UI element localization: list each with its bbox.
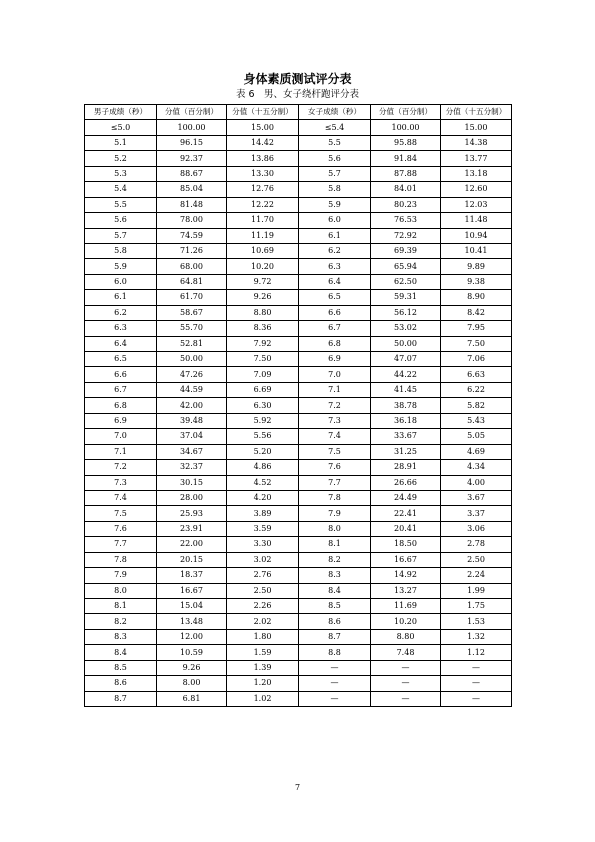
male-score-15-cell: 4.86 [227, 460, 299, 475]
table-row [85, 197, 512, 212]
female-time-cell: 8.2 [299, 552, 371, 567]
male-score-100-cell: 12.00 [157, 629, 227, 644]
female-score-100-cell: 69.39 [371, 243, 441, 258]
male-time-cell: 5.8 [85, 243, 157, 258]
female-score-15-cell: 1.53 [441, 614, 512, 629]
female-score-100-cell: 26.66 [371, 475, 441, 490]
male-score-100-cell: 78.00 [157, 213, 227, 228]
female-score-15-cell: 14.38 [441, 135, 512, 150]
male-time-cell: 7.7 [85, 537, 157, 552]
male-score-15-cell: 4.52 [227, 475, 299, 490]
female-score-15-cell: — [441, 676, 512, 691]
male-score-15-cell: 5.92 [227, 413, 299, 428]
male-score-100-cell: 20.15 [157, 552, 227, 567]
female-time-cell: 7.0 [299, 367, 371, 382]
male-time-cell: 7.1 [85, 444, 157, 459]
male-score-15-cell: 12.22 [227, 197, 299, 212]
male-score-100-cell: 52.81 [157, 336, 227, 351]
female-score-100-cell: 11.69 [371, 599, 441, 614]
female-score-100-cell: 76.53 [371, 213, 441, 228]
male-score-100-cell: 32.37 [157, 460, 227, 475]
male-score-15-cell: 7.50 [227, 352, 299, 367]
male-score-100-cell: 85.04 [157, 182, 227, 197]
table-row [85, 444, 512, 459]
male-score-15-cell: 1.20 [227, 676, 299, 691]
male-time-cell: 5.7 [85, 228, 157, 243]
female-score-100-cell: 22.41 [371, 506, 441, 521]
male-time-cell: 8.2 [85, 614, 157, 629]
male-score-100-cell: 74.59 [157, 228, 227, 243]
male-score-100-cell: 15.04 [157, 599, 227, 614]
female-score-15-cell: 3.06 [441, 521, 512, 536]
table-row [85, 182, 512, 197]
female-score-100-cell: 91.84 [371, 151, 441, 166]
female-score-100-cell: 28.91 [371, 460, 441, 475]
table-row [85, 475, 512, 490]
table-row [85, 429, 512, 444]
table-row [85, 614, 512, 629]
male-time-cell: 6.2 [85, 305, 157, 320]
female-score-100-cell: 87.88 [371, 166, 441, 181]
male-score-15-cell: 2.26 [227, 599, 299, 614]
female-score-15-cell: 10.94 [441, 228, 512, 243]
male-score-15-cell: 3.02 [227, 552, 299, 567]
male-score-100-cell: 23.91 [157, 521, 227, 536]
female-time-cell: 8.0 [299, 521, 371, 536]
table-row [85, 135, 512, 150]
male-score-100-cell: 28.00 [157, 490, 227, 505]
male-time-cell: 7.0 [85, 429, 157, 444]
male-time-cell: 6.5 [85, 352, 157, 367]
female-score-100-cell: 36.18 [371, 413, 441, 428]
female-time-cell: 7.4 [299, 429, 371, 444]
female-score-100-cell: 44.22 [371, 367, 441, 382]
male-time-cell: 7.4 [85, 490, 157, 505]
female-time-cell: 6.8 [299, 336, 371, 351]
female-time-cell: 6.9 [299, 352, 371, 367]
male-score-100-cell: 58.67 [157, 305, 227, 320]
male-time-cell: 8.6 [85, 676, 157, 691]
female-score-15-cell: 10.41 [441, 243, 512, 258]
male-score-100-cell: 61.70 [157, 290, 227, 305]
male-score-15-cell: 6.69 [227, 382, 299, 397]
male-score-15-cell: 2.50 [227, 583, 299, 598]
male-score-15-cell: 7.92 [227, 336, 299, 351]
male-score-100-cell: 55.70 [157, 321, 227, 336]
male-score-15-cell: 1.02 [227, 691, 299, 706]
male-time-cell: 8.3 [85, 629, 157, 644]
male-score-100-cell: 88.67 [157, 166, 227, 181]
female-score-15-cell: 6.63 [441, 367, 512, 382]
male-time-cell: 7.8 [85, 552, 157, 567]
female-time-cell: 6.1 [299, 228, 371, 243]
table-row [85, 398, 512, 413]
female-time-cell: 7.7 [299, 475, 371, 490]
male-score-15-cell: 8.80 [227, 305, 299, 320]
male-time-cell: 6.0 [85, 274, 157, 289]
male-score-100-cell: 42.00 [157, 398, 227, 413]
female-score-100-cell: — [371, 660, 441, 675]
male-score-100-cell: 37.04 [157, 429, 227, 444]
male-score-100-cell: 47.26 [157, 367, 227, 382]
male-time-cell: 5.3 [85, 166, 157, 181]
table-row [85, 552, 512, 567]
female-score-15-cell: 1.32 [441, 629, 512, 644]
male-score-100-cell: 25.93 [157, 506, 227, 521]
female-score-15-cell: 9.89 [441, 259, 512, 274]
female-score-15-cell: 6.22 [441, 382, 512, 397]
male-score-100-cell: 13.48 [157, 614, 227, 629]
table-row [85, 568, 512, 583]
male-time-cell: 6.1 [85, 290, 157, 305]
male-score-100-cell: 39.48 [157, 413, 227, 428]
table-row [85, 336, 512, 351]
female-score-15-cell: 12.03 [441, 197, 512, 212]
male-time-cell: 7.5 [85, 506, 157, 521]
female-score-15-cell: 7.95 [441, 321, 512, 336]
male-score-15-cell: 1.80 [227, 629, 299, 644]
female-score-15-cell: 3.67 [441, 490, 512, 505]
female-score-100-cell: 62.50 [371, 274, 441, 289]
male-score-15-cell: 3.30 [227, 537, 299, 552]
table-row [85, 120, 512, 135]
male-score-100-cell: 34.67 [157, 444, 227, 459]
female-score-100-cell: 100.00 [371, 120, 441, 135]
female-time-cell: 7.8 [299, 490, 371, 505]
table-caption: 表 6 男、女子绕杆跑评分表 [235, 89, 360, 100]
male-time-cell: 6.4 [85, 336, 157, 351]
female-score-15-cell: 8.42 [441, 305, 512, 320]
male-score-100-cell: 92.37 [157, 151, 227, 166]
female-time-cell: — [299, 691, 371, 706]
male-time-cell: 5.5 [85, 197, 157, 212]
female-score-15-cell: 7.06 [441, 352, 512, 367]
table-row [85, 321, 512, 336]
female-score-15-cell: 2.50 [441, 552, 512, 567]
female-score-100-cell: 65.94 [371, 259, 441, 274]
male-score-15-cell: 6.30 [227, 398, 299, 413]
female-score-15-cell: 7.50 [441, 336, 512, 351]
male-score-15-cell: 11.70 [227, 213, 299, 228]
table-row [85, 259, 512, 274]
female-score-100-cell: 8.80 [371, 629, 441, 644]
male-time-cell: 8.4 [85, 645, 157, 660]
male-score-15-cell: 3.89 [227, 506, 299, 521]
female-score-15-cell: 3.37 [441, 506, 512, 521]
male-score-15-cell: 5.20 [227, 444, 299, 459]
male-score-15-cell: 11.19 [227, 228, 299, 243]
table-row [85, 537, 512, 552]
table-row [85, 290, 512, 305]
male-time-cell: 5.1 [85, 135, 157, 150]
male-time-cell: 5.2 [85, 151, 157, 166]
male-time-cell: 5.9 [85, 259, 157, 274]
male-score-15-cell: 7.09 [227, 367, 299, 382]
female-time-cell: — [299, 660, 371, 675]
female-score-15-cell: — [441, 691, 512, 706]
table-row [85, 352, 512, 367]
female-score-100-cell: 56.12 [371, 305, 441, 320]
male-time-cell: 5.6 [85, 213, 157, 228]
male-score-15-cell: 9.72 [227, 274, 299, 289]
header-row [85, 105, 512, 120]
male-score-100-cell: 22.00 [157, 537, 227, 552]
female-score-15-cell: 11.48 [441, 213, 512, 228]
male-score-15-cell: 13.86 [227, 151, 299, 166]
table-row [85, 599, 512, 614]
female-score-15-cell: 4.00 [441, 475, 512, 490]
male-time-cell: 6.9 [85, 413, 157, 428]
female-time-cell: 6.3 [299, 259, 371, 274]
female-score-100-cell: 38.78 [371, 398, 441, 413]
female-time-cell: 6.4 [299, 274, 371, 289]
female-score-100-cell: 33.67 [371, 429, 441, 444]
female-time-cell: 7.5 [299, 444, 371, 459]
female-time-cell: 5.8 [299, 182, 371, 197]
page-title: 身体素质测试评分表 [243, 72, 352, 86]
female-score-100-cell: 14.92 [371, 568, 441, 583]
table-row [85, 305, 512, 320]
female-time-cell: 7.9 [299, 506, 371, 521]
table-row [85, 413, 512, 428]
female-score-15-cell: 5.05 [441, 429, 512, 444]
scoring-table [84, 104, 512, 707]
female-score-100-cell: 41.45 [371, 382, 441, 397]
male-time-cell: 8.7 [85, 691, 157, 706]
female-time-cell: 7.1 [299, 382, 371, 397]
male-score-100-cell: 18.37 [157, 568, 227, 583]
male-time-cell: 7.2 [85, 460, 157, 475]
female-time-cell: 5.5 [299, 135, 371, 150]
male-score-15-header: 分值（十五分制） [227, 105, 299, 120]
male-score-100-cell: 6.81 [157, 691, 227, 706]
male-time-cell: 6.6 [85, 367, 157, 382]
male-score-15-cell: 1.59 [227, 645, 299, 660]
female-score-15-cell: 1.12 [441, 645, 512, 660]
male-score-15-cell: 4.20 [227, 490, 299, 505]
female-score-15-cell: 8.90 [441, 290, 512, 305]
male-score-15-cell: 13.30 [227, 166, 299, 181]
female-score-15-cell: 15.00 [441, 120, 512, 135]
table-row [85, 660, 512, 675]
female-time-cell: 7.2 [299, 398, 371, 413]
male-score-100-cell: 64.81 [157, 274, 227, 289]
female-time-cell: 8.6 [299, 614, 371, 629]
male-time-cell: 8.5 [85, 660, 157, 675]
female-time-cell: 8.4 [299, 583, 371, 598]
female-score-15-cell: 2.24 [441, 568, 512, 583]
female-score-15-cell: 13.18 [441, 166, 512, 181]
female-time-cell: 6.7 [299, 321, 371, 336]
male-time-cell: 7.9 [85, 568, 157, 583]
female-time-cell: 6.5 [299, 290, 371, 305]
female-score-100-cell: 72.92 [371, 228, 441, 243]
female-score-15-header: 分值（十五分制） [441, 105, 512, 120]
male-time-cell: 8.0 [85, 583, 157, 598]
female-time-cell: 5.7 [299, 166, 371, 181]
male-score-100-cell: 16.67 [157, 583, 227, 598]
male-score-15-cell: 5.56 [227, 429, 299, 444]
female-time-header: 女子成绩（秒） [299, 105, 371, 120]
male-score-15-cell: 9.26 [227, 290, 299, 305]
male-score-100-cell: 96.15 [157, 135, 227, 150]
male-score-100-cell: 100.00 [157, 120, 227, 135]
female-time-cell: — [299, 676, 371, 691]
male-time-cell: 6.3 [85, 321, 157, 336]
male-time-cell: 5.4 [85, 182, 157, 197]
female-score-15-cell: 1.75 [441, 599, 512, 614]
male-time-cell: ≤5.0 [85, 120, 157, 135]
female-score-100-cell: 47.07 [371, 352, 441, 367]
female-score-15-cell: 4.34 [441, 460, 512, 475]
male-score-100-cell: 9.26 [157, 660, 227, 675]
female-time-cell: 6.2 [299, 243, 371, 258]
female-time-cell: 8.1 [299, 537, 371, 552]
female-score-100-header: 分值（百分制） [371, 105, 441, 120]
male-score-100-cell: 71.26 [157, 243, 227, 258]
male-score-100-cell: 68.00 [157, 259, 227, 274]
male-score-15-cell: 15.00 [227, 120, 299, 135]
female-score-100-cell: 95.88 [371, 135, 441, 150]
male-score-100-header: 分值（百分制） [157, 105, 227, 120]
female-score-100-cell: 50.00 [371, 336, 441, 351]
table-row [85, 676, 512, 691]
table-row [85, 583, 512, 598]
table-row [85, 213, 512, 228]
female-score-100-cell: 53.02 [371, 321, 441, 336]
female-time-cell: ≤5.4 [299, 120, 371, 135]
female-score-100-cell: 7.48 [371, 645, 441, 660]
male-score-100-cell: 30.15 [157, 475, 227, 490]
male-time-cell: 6.7 [85, 382, 157, 397]
table-row [85, 228, 512, 243]
male-time-cell: 7.3 [85, 475, 157, 490]
table-row [85, 506, 512, 521]
female-score-15-cell: 13.77 [441, 151, 512, 166]
female-score-100-cell: 16.67 [371, 552, 441, 567]
table-header [85, 105, 512, 120]
male-score-15-cell: 10.20 [227, 259, 299, 274]
male-score-100-cell: 81.48 [157, 197, 227, 212]
male-score-15-cell: 3.59 [227, 521, 299, 536]
table-row [85, 521, 512, 536]
table-row [85, 151, 512, 166]
male-time-header: 男子成绩（秒） [85, 105, 157, 120]
male-score-100-cell: 50.00 [157, 352, 227, 367]
female-score-100-cell: 80.23 [371, 197, 441, 212]
table-row [85, 166, 512, 181]
male-score-15-cell: 14.42 [227, 135, 299, 150]
female-score-100-cell: 59.31 [371, 290, 441, 305]
female-time-cell: 5.9 [299, 197, 371, 212]
male-score-15-cell: 8.36 [227, 321, 299, 336]
female-score-100-cell: — [371, 676, 441, 691]
female-time-cell: 8.7 [299, 629, 371, 644]
female-score-15-cell: — [441, 660, 512, 675]
page-number: 7 [294, 783, 301, 792]
male-score-100-cell: 8.00 [157, 676, 227, 691]
male-time-cell: 8.1 [85, 599, 157, 614]
table-row [85, 367, 512, 382]
table-row [85, 629, 512, 644]
female-time-cell: 7.3 [299, 413, 371, 428]
male-score-15-cell: 2.02 [227, 614, 299, 629]
female-score-100-cell: 20.41 [371, 521, 441, 536]
female-score-15-cell: 1.99 [441, 583, 512, 598]
male-score-100-cell: 10.59 [157, 645, 227, 660]
female-score-15-cell: 9.38 [441, 274, 512, 289]
male-score-15-cell: 10.69 [227, 243, 299, 258]
female-score-100-cell: 84.01 [371, 182, 441, 197]
female-time-cell: 8.8 [299, 645, 371, 660]
male-score-15-cell: 2.76 [227, 568, 299, 583]
table-row [85, 243, 512, 258]
table-row [85, 460, 512, 475]
female-score-15-cell: 2.78 [441, 537, 512, 552]
female-time-cell: 5.6 [299, 151, 371, 166]
table-row [85, 274, 512, 289]
female-score-100-cell: 31.25 [371, 444, 441, 459]
male-time-cell: 7.6 [85, 521, 157, 536]
male-score-100-cell: 44.59 [157, 382, 227, 397]
female-score-15-cell: 5.43 [441, 413, 512, 428]
female-score-15-cell: 4.69 [441, 444, 512, 459]
female-score-100-cell: 10.20 [371, 614, 441, 629]
female-score-100-cell: 18.50 [371, 537, 441, 552]
table-body [85, 120, 512, 707]
male-time-cell: 6.8 [85, 398, 157, 413]
table-row [85, 382, 512, 397]
female-score-100-cell: 13.27 [371, 583, 441, 598]
female-time-cell: 6.0 [299, 213, 371, 228]
female-score-100-cell: 24.49 [371, 490, 441, 505]
female-score-15-cell: 5.82 [441, 398, 512, 413]
female-time-cell: 6.6 [299, 305, 371, 320]
female-time-cell: 8.3 [299, 568, 371, 583]
female-time-cell: 7.6 [299, 460, 371, 475]
male-score-15-cell: 1.39 [227, 660, 299, 675]
female-time-cell: 8.5 [299, 599, 371, 614]
table-row [85, 490, 512, 505]
female-score-15-cell: 12.60 [441, 182, 512, 197]
female-score-100-cell: — [371, 691, 441, 706]
male-score-15-cell: 12.76 [227, 182, 299, 197]
table-row [85, 691, 512, 706]
table-row [85, 645, 512, 660]
